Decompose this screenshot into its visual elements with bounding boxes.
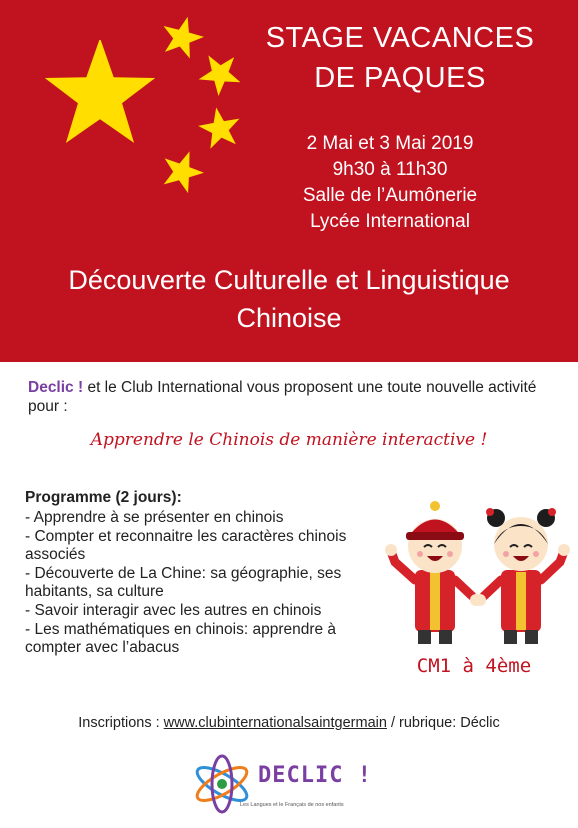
programme-list xyxy=(25,509,390,658)
event-time: 9h30 à 11h30 xyxy=(332,159,448,180)
subtitle-line-2: Chinoise xyxy=(236,303,342,333)
signup-link[interactable]: www.clubinternationalsaintgermain xyxy=(163,715,387,731)
header-banner xyxy=(0,0,578,362)
age-level: CM1 à 4ème xyxy=(416,655,532,677)
logo-tagline: Les Langues et le Français de nos enfants xyxy=(240,802,344,808)
subtitle-line-1: Découverte Culturelle et Linguistique xyxy=(68,265,510,295)
programme-item: - Savoir interagir avec les autres en chinois xyxy=(25,601,322,619)
girl-figure xyxy=(474,508,570,644)
title-line-2: DE PAQUES xyxy=(314,62,486,94)
event-school: Lycée International xyxy=(310,211,470,232)
large-star-icon xyxy=(42,40,158,152)
programme-item: - Découverte de La Chine: sa géographie, ses habitants, sa culture xyxy=(25,564,342,601)
signup-suffix: / rubrique: Déclic xyxy=(386,715,500,731)
event-date: 2 Mai et 3 Mai 2019 xyxy=(306,133,474,154)
programme-item: - Apprendre à se présenter en chinois xyxy=(25,509,284,526)
logo-name: DECLIC ! xyxy=(258,763,372,788)
brand-name: Declic ! xyxy=(28,379,84,396)
small-star-icon xyxy=(160,150,204,194)
intro-text: et le Club International vous proposent une toute nouvelle activité pour : xyxy=(28,379,537,415)
programme-title: Programme (2 jours): xyxy=(25,489,182,506)
intro-paragraph xyxy=(28,378,548,416)
tagline: Apprendre le Chinois de manière interactive ! xyxy=(90,430,488,450)
signup-line xyxy=(0,715,578,731)
small-star-icon xyxy=(198,107,242,151)
event-room: Salle de l’Aumônerie xyxy=(302,185,478,206)
signup-prefix: Inscriptions : xyxy=(78,715,164,731)
boy-figure xyxy=(385,501,482,644)
chinese-children-illustration xyxy=(380,492,574,652)
programme-item: - Compter et reconnaitre les caractères chinois associés xyxy=(25,527,347,564)
title-line-1: STAGE VACANCES xyxy=(265,22,535,54)
programme-item: - Les mathématiques en chinois: apprendre à compter avec l’abacus xyxy=(25,620,337,657)
